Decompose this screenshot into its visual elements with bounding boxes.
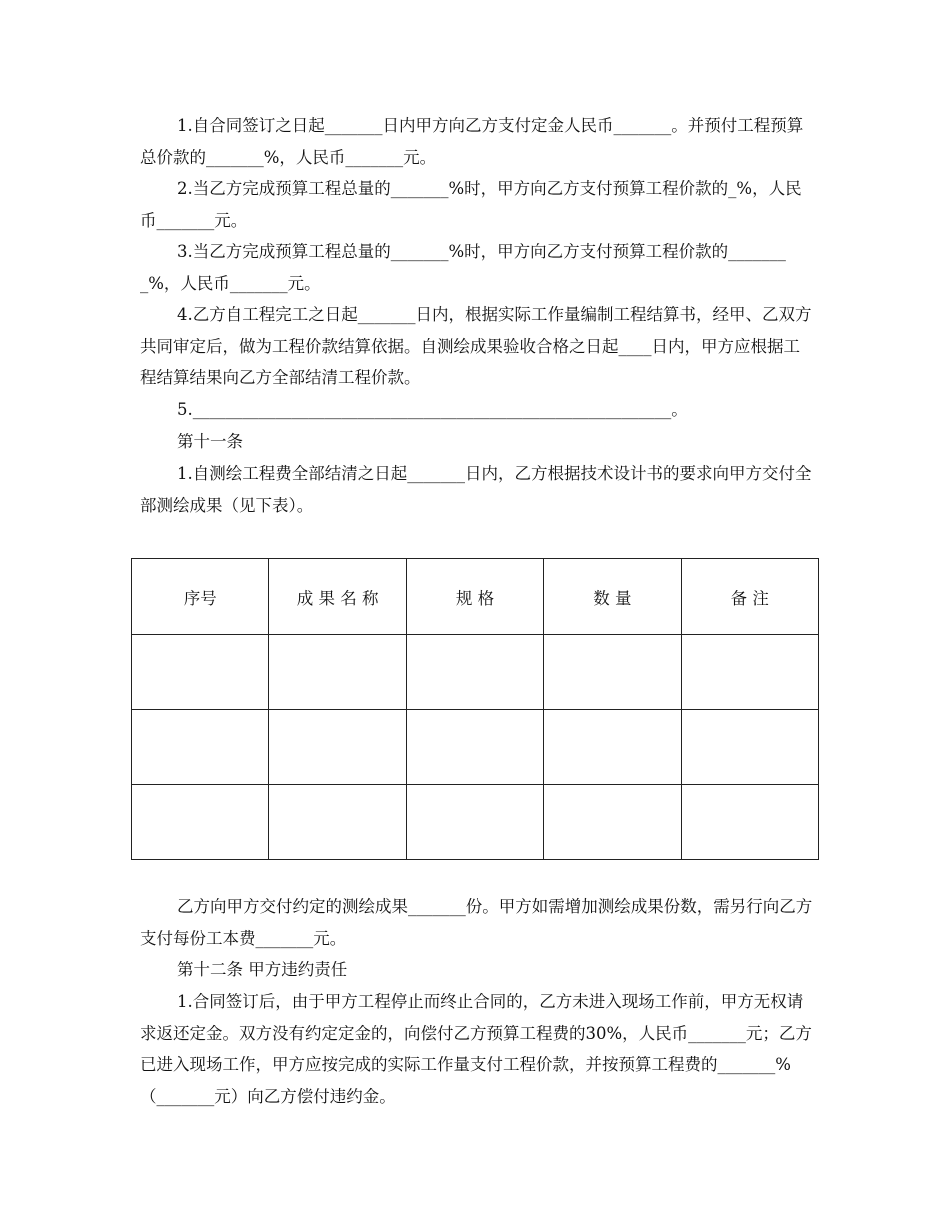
header-result-name: 成 果 名 称: [269, 559, 406, 635]
table-cell: [544, 785, 681, 860]
table-cell: [406, 710, 543, 785]
paragraph-party-a-breach: 1.合同签订后，由于甲方工程停止而终止合同的，乙方未进入现场工作前，甲方无权请求返还定金。双方没有约定定金的，向偿付乙方预算工程费的30%，人民币_______元；乙方已进入现场工作，甲方应按完成的实际工作量支付工程价款，并按预算工程费的_______%（_______元）向乙方偿付违约金。: [140, 992, 812, 1106]
header-specification: 规 格: [406, 559, 543, 635]
table-cell: [544, 635, 681, 710]
table-header-row: [132, 559, 819, 635]
table-cell: [132, 785, 269, 860]
table-cell: [269, 710, 406, 785]
table-row: [132, 710, 819, 785]
table-cell: [681, 635, 818, 710]
table-cell: [681, 785, 818, 860]
table-cell: [544, 710, 681, 785]
paragraph-progress-payment-1: 2.当乙方完成预算工程总量的_______%时，甲方向乙方支付预算工程价款的_%，人民币_______元。: [140, 179, 802, 230]
table-cell: [406, 785, 543, 860]
paragraph-deliverables: 1.自测绘工程费全部结清之日起_______日内，乙方根据技术设计书的要求向甲方交付全部测绘成果（见下表）。: [140, 464, 812, 515]
paragraph-progress-payment-2: 3.当乙方完成预算工程总量的_______%时，甲方向乙方支付预算工程价款的________%，人民币_______元。: [140, 242, 786, 293]
header-quantity: 数 量: [544, 559, 681, 635]
paragraph-advance-payment: 1.自合同签订之日起_______日内甲方向乙方支付定金人民币_______。并预付工程预算总价款的_______%，人民币_______元。: [140, 116, 804, 167]
paragraph-item-5: 5.__________________________________________________________。: [177, 400, 688, 419]
table-cell: [406, 635, 543, 710]
table-row: [132, 785, 819, 860]
article-11-heading: 第十一条: [177, 432, 243, 451]
table-cell: [681, 710, 818, 785]
table-cell: [132, 710, 269, 785]
header-serial-number: 序号: [132, 559, 269, 635]
table-cell: [269, 785, 406, 860]
article-12-heading: 第十二条 甲方违约责任: [177, 960, 348, 979]
table-row: [132, 635, 819, 710]
paragraph-settlement: 4.乙方自工程完工之日起_______日内，根据实际工作量编制工程结算书，经甲、乙双方共同审定后，做为工程价款结算依据。自测绘成果验收合格之日起____日内，甲方应根据工程结算结果向乙方全部结清工程价款。: [140, 305, 812, 387]
header-remarks: 备 注: [681, 559, 818, 635]
paragraph-copies: 乙方向甲方交付约定的测绘成果_______份。甲方如需增加测绘成果份数，需另行向乙方支付每份工本费_______元。: [140, 897, 813, 948]
table-cell: [132, 635, 269, 710]
table-cell: [269, 635, 406, 710]
deliverables-table: [131, 558, 819, 860]
